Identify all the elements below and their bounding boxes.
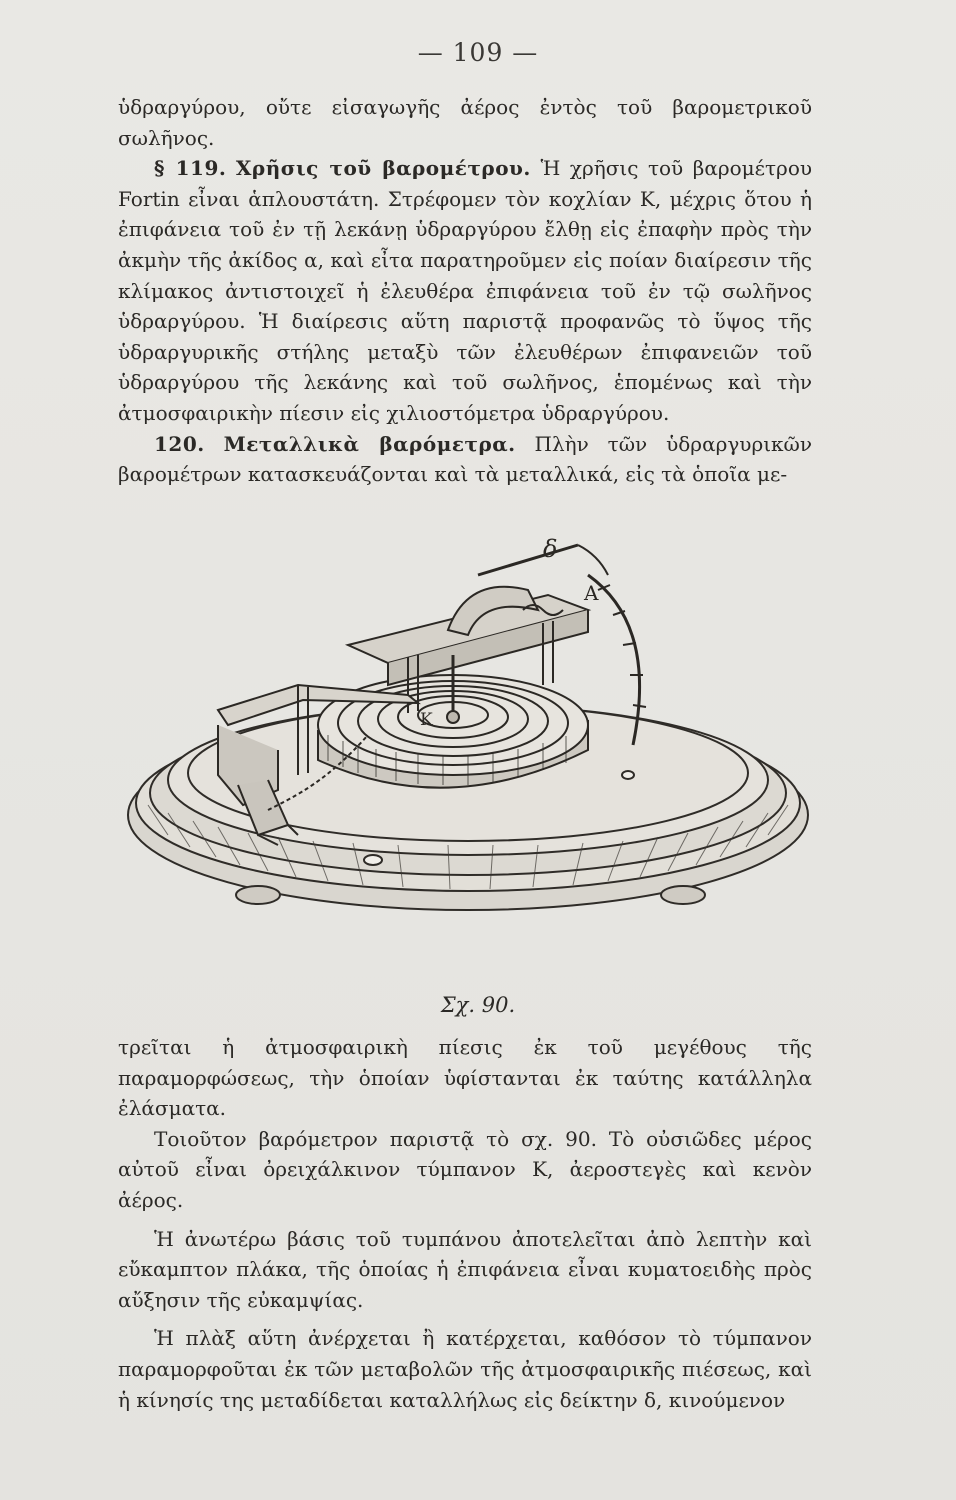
label-K: Κ	[420, 710, 433, 730]
section-119-number: § 119.	[154, 156, 227, 181]
section-120-number: 120.	[154, 431, 205, 456]
paragraph-section-120	[118, 429, 812, 490]
paragraph-section-119	[118, 153, 812, 428]
section-120-text: Πλὴν τῶν ὑδραργυρικῶν βαρομέτρων κατασκευάζονται καὶ τὰ μεταλλικά, εἰς τὰ ὁποῖα με-	[118, 431, 813, 487]
paragraph-plate-motion: Ἡ πλὰξ αὕτη ἀνέρχεται ἢ κατέρχεται, καθόσον τὸ τύμπανον παραμορφοῦται ἐκ τῶν μεταβολῶν τῆς ἀτμοσφαιρικῆς πιέσεως, καὶ ἡ κίνησίς της μεταδίδεται καταλλήλως εἰς δείκτην δ, κινούμενον	[118, 1326, 812, 1412]
paragraph-drum-base: Ἡ ἀνωτέρω βάσις τοῦ τυμπάνου ἀποτελεῖται ἀπὸ λεπτὴν καὶ εὔκαμπτον πλάκα, τῆς ὁποίας ἡ ἐπιφάνεια εἶναι κυματοειδὴς πρὸς αὔξησιν τῆς εὐκαμψίας.	[118, 1226, 812, 1312]
section-119-title: Χρῆσις τοῦ βαρομέτρου.	[235, 156, 531, 181]
bottom-text-block	[118, 1032, 812, 1415]
label-delta: δ	[543, 535, 558, 563]
page-number: — 109 —	[417, 38, 539, 67]
aneroid-barometer-figure	[118, 535, 818, 935]
figure-caption: Σχ. 90.	[440, 993, 516, 1017]
paragraph-barometer-description: Τοιοῦτον βαρόμετρον παριστᾷ τὸ σχ. 90. Τὸ οὐσιῶδες μέρος αὐτοῦ εἶναι ὀρειχάλκινον τύμπανον Κ, ἀεροστεγὲς καὶ κενὸν ἀέρος.	[118, 1126, 812, 1212]
paragraph-continuation: ὑδραργύρου, οὔτε εἰσαγωγῆς ἀέρος ἐντὸς τοῦ βαρομετρικοῦ σωλῆνος.	[118, 95, 812, 150]
section-120-title: Μεταλλικὰ βαρόμετρα.	[223, 431, 516, 456]
paragraph-continuation-bottom: τρεῖται ἡ ἀτμοσφαιρικὴ πίεσις ἐκ τοῦ μεγέθους τῆς παραμορφώσεως, τὴν ὁποίαν ὑφίστανται ἐκ ταύτης κατάλληλα ἐλάσματα.	[118, 1035, 812, 1121]
section-119-text: Ἡ χρῆσις τοῦ βαρομέτρου Fortin εἶναι ἁπλουστάτη. Στρέφομεν τὸν κοχλίαν Κ, μέχρις ὅτου ἡ ἐπιφάνεια τοῦ ἐν τῇ λεκάνῃ ὑδραργύρου ἔλθῃ εἰς ἐπαφὴν πρὸς τὴν ἀκμὴν τῆς ἀκίδος α, καὶ εἶτα παρατηροῦμεν εἰς ποίαν διαίρεσιν τῆς κλίμακος ἀντιστοιχεῖ ἡ ἐλευθέρα ἐπιφάνεια τοῦ ἐν τῷ σωλῆνος ὑδραργύρου. Ἡ διαίρεσις αὕτη παριστᾷ προφανῶς τὸ ὕψος τῆς ὑδραργυρικῆς στήλης μεταξὺ τῶν ἐλευθέρων ἐπιφανειῶν τοῦ ὑδραργύρου τῆς λεκάνης καὶ τοῦ σωλῆνος, ἑπομένως καὶ τὴν ἀτμοσφαιρικὴν πίεσιν εἰς χιλιοστόμετρα ὑδραργύρου.	[118, 156, 813, 425]
label-A: Α	[584, 581, 599, 605]
top-text-block	[118, 92, 812, 490]
